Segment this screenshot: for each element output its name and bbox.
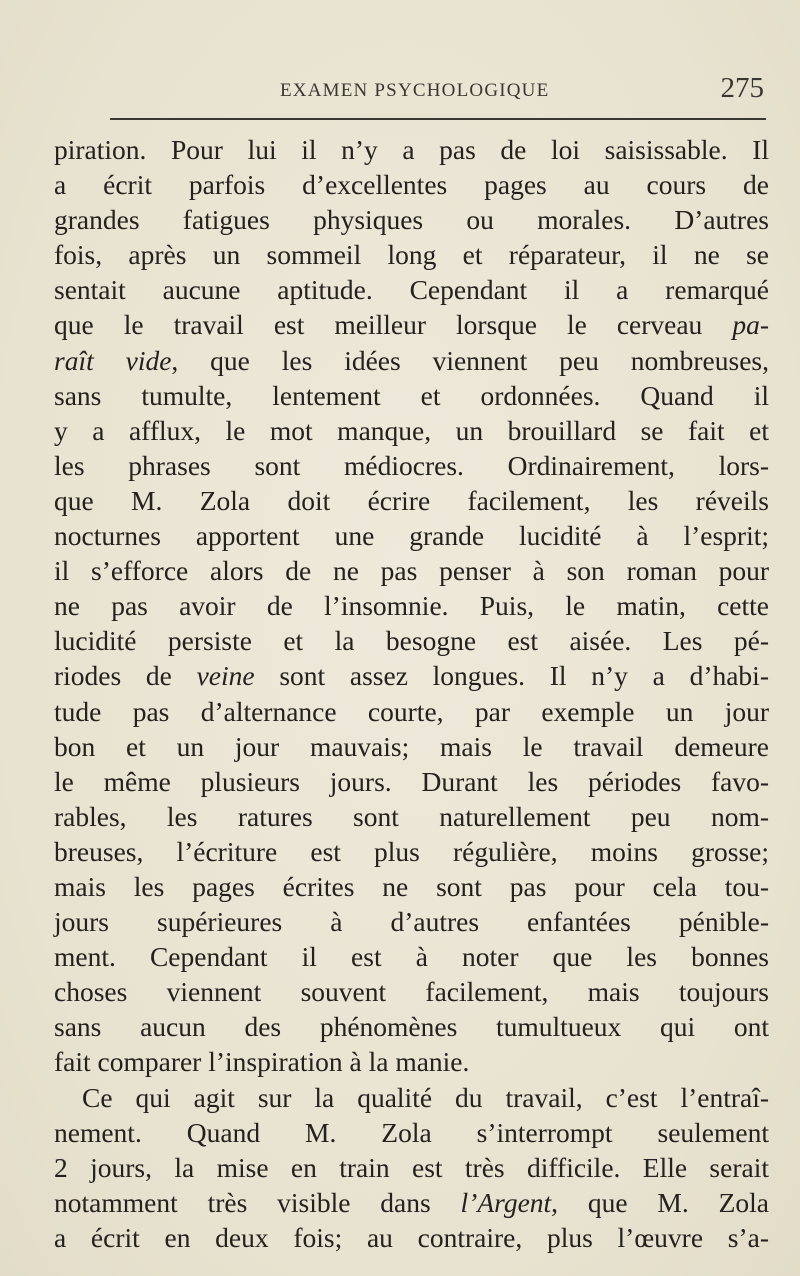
text-segment: rables, les ratures sont naturellement peu nom- [54, 800, 769, 832]
text-line [54, 553, 769, 588]
italic-text: raît vide [54, 344, 172, 376]
text-segment: riodes de [54, 660, 197, 692]
text-segment: 2 jours, la mise en train est très difficile. Elle serait [54, 1151, 769, 1183]
text-segment: bon et un jour mauvais; mais le travail demeure [54, 730, 769, 762]
text-line [54, 448, 769, 483]
text-segment: le même plusieurs jours. Durant les périodes favo- [54, 765, 769, 797]
text-line [54, 378, 769, 413]
text-line [54, 939, 769, 974]
text-line [54, 307, 769, 342]
text-segment: mais les pages écrites ne sont pas pour cela tou- [54, 870, 769, 902]
text-segment: que le travail est meilleur lorsque le cerveau [54, 309, 733, 341]
text-segment: piration. Pour lui il n’y a pas de loi saisissable. Il [54, 134, 769, 165]
text-segment: ment. Cependant il est à noter que les bonnes [54, 941, 769, 973]
text-segment: a écrit en deux fois; au contraire, plus l’œuvre s’a- [54, 1221, 769, 1253]
body-text [54, 132, 769, 1255]
text-line [54, 343, 769, 378]
text-line [54, 904, 769, 939]
text-segment: il s’efforce alors de ne pas penser à son roman pour [54, 555, 769, 587]
text-segment: jours supérieures à d’autres enfantées pénible- [54, 906, 769, 938]
text-segment: sentait aucune aptitude. Cependant il a remarqué [54, 274, 769, 306]
text-segment: y a afflux, le mot manque, un brouillard se fait et [54, 414, 769, 446]
text-segment: lucidité persiste et la besogne est aisée. Les pé- [54, 625, 769, 657]
text-segment: fait comparer l’inspiration à la manie. [54, 1046, 470, 1078]
text-line [54, 1220, 769, 1255]
text-segment: , que M. Zola [551, 1186, 769, 1218]
italic-text: l’Argent [460, 1186, 552, 1218]
page-header [110, 70, 766, 110]
text-line [54, 588, 769, 623]
text-segment: fois, après un sommeil long et réparateur, il ne se [54, 239, 769, 271]
text-segment: sans aucun des phénomènes tumultueux qui ont [54, 1011, 769, 1043]
text-line [54, 1009, 769, 1044]
text-segment: , que les idées viennent peu nombreuses, [171, 344, 769, 376]
text-segment: nocturnes apportent une grande lucidité à l’esprit; [54, 520, 769, 552]
text-segment: grandes fatigues physiques ou morales. D’autres [54, 204, 769, 236]
text-line [54, 1185, 769, 1220]
text-segment: sans tumulte, lentement et ordonnées. Quand il [54, 379, 769, 411]
text-segment: ne pas avoir de l’insomnie. Puis, le matin, cette [54, 590, 769, 622]
text-line [54, 413, 769, 448]
text-segment: breuses, l’écriture est plus régulière, moins grosse; [54, 835, 769, 867]
text-line [54, 1080, 769, 1115]
text-line [54, 132, 769, 167]
text-line [54, 834, 769, 869]
text-segment: sont assez longues. Il n’y a d’habi- [254, 660, 769, 692]
text-line [54, 1150, 769, 1185]
text-line [54, 799, 769, 834]
header-rule [110, 118, 766, 120]
text-line [54, 1115, 769, 1150]
text-line [54, 658, 769, 693]
text-line [54, 237, 769, 272]
text-segment: nement. Quand M. Zola s’interrompt seulement [54, 1116, 769, 1148]
text-segment: a écrit parfois d’excellentes pages au cours de [54, 169, 769, 201]
text-line [54, 1044, 769, 1079]
text-segment: notamment très visible dans [54, 1186, 461, 1218]
text-line [54, 623, 769, 658]
text-line [54, 272, 769, 307]
text-line [54, 167, 769, 202]
text-line [54, 869, 769, 904]
text-line [54, 518, 769, 553]
text-segment: tude pas d’alternance courte, par exemple un jour [54, 695, 769, 727]
italic-text: pa- [732, 309, 769, 341]
page-number: 275 [720, 72, 764, 104]
text-line [54, 202, 769, 237]
text-line [54, 974, 769, 1009]
text-line [54, 694, 769, 729]
text-segment: que M. Zola doit écrire facilement, les réveils [54, 484, 769, 516]
italic-text: veine [196, 660, 255, 692]
text-line [54, 729, 769, 764]
text-line [54, 483, 769, 518]
running-head: EXAMEN PSYCHOLOGIQUE [280, 80, 550, 101]
text-line [54, 764, 769, 799]
text-segment: choses viennent souvent facilement, mais toujours [54, 976, 769, 1008]
text-segment: Ce qui agit sur la qualité du travail, c’est l’entraî- [82, 1081, 769, 1113]
text-segment: les phrases sont médiocres. Ordinairement, lors- [54, 449, 769, 481]
